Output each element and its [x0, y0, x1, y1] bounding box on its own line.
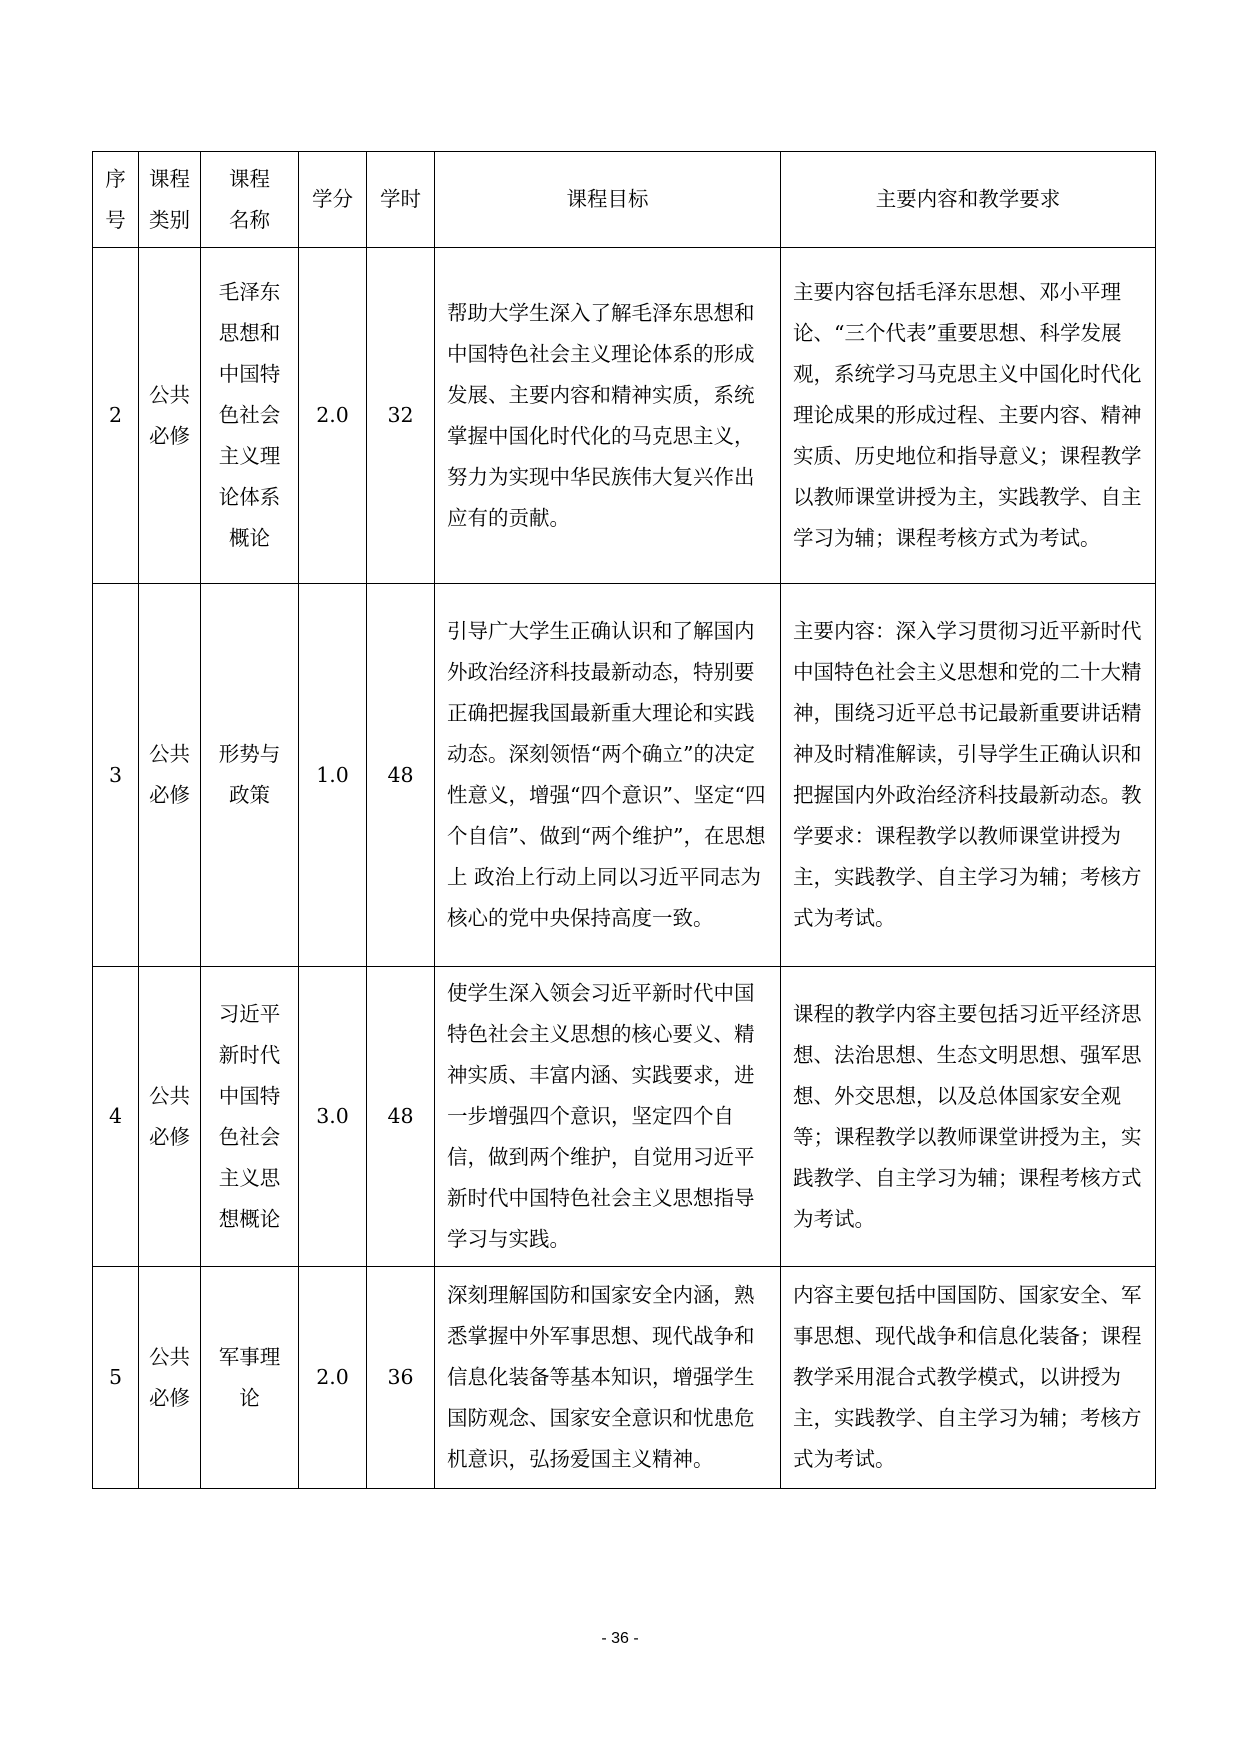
cell-content: 内容主要包括中国国防、国家安全、军事思想、现代战争和信息化装备；课程教学采用混合式教学模式，以讲授为主，实践教学、自主学习为辅；考核方式为考试。 — [781, 1267, 1156, 1489]
course-table — [92, 151, 1156, 1489]
table-row — [93, 1267, 1156, 1489]
cell-seq: 4 — [93, 967, 139, 1267]
header-goal: 课程目标 — [435, 152, 781, 248]
cell-goal: 深刻理解国防和国家安全内涵，熟悉掌握中外军事思想、现代战争和信息化装备等基本知识，增强学生国防观念、国家安全意识和忧患危机意识，弘扬爱国主义精神。 — [435, 1267, 781, 1489]
cell-type: 公共必修 — [139, 967, 201, 1267]
header-hours: 学时 — [367, 152, 435, 248]
cell-seq: 5 — [93, 1267, 139, 1489]
cell-type: 公共必修 — [139, 1267, 201, 1489]
cell-name: 形势与政策 — [201, 584, 299, 967]
cell-seq: 3 — [93, 584, 139, 967]
header-credit: 学分 — [299, 152, 367, 248]
cell-type: 公共必修 — [139, 584, 201, 967]
header-name: 课程名称 — [201, 152, 299, 248]
table-row — [93, 584, 1156, 967]
header-type: 课程类别 — [139, 152, 201, 248]
cell-content: 主要内容包括毛泽东思想、邓小平理论、“三个代表”重要思想、科学发展观，系统学习马克思主义中国化时代化理论成果的形成过程、主要内容、精神实质、历史地位和指导意义；课程教学以教师课堂讲授为主，实践教学、自主学习为辅；课程考核方式为考试。 — [781, 248, 1156, 584]
table-header-row — [93, 152, 1156, 248]
cell-goal: 帮助大学生深入了解毛泽东思想和中国特色社会主义理论体系的形成发展、主要内容和精神实质，系统掌握中国化时代化的马克思主义，努力为实现中华民族伟大复兴作出应有的贡献。 — [435, 248, 781, 584]
cell-credit: 2.0 — [299, 1267, 367, 1489]
cell-credit: 1.0 — [299, 584, 367, 967]
cell-goal: 引导广大学生正确认识和了解国内外政治经济科技最新动态，特别要正确把握我国最新重大理论和实践动态。深刻领悟“两个确立”的决定性意义，增强“四个意识”、坚定“四个自信”、做到“两个维护”，在思想上 政治上行动上同以习近平同志为核心的党中央保持高度一致。 — [435, 584, 781, 967]
header-content: 主要内容和教学要求 — [781, 152, 1156, 248]
cell-goal: 使学生深入领会习近平新时代中国特色社会主义思想的核心要义、精神实质、丰富内涵、实践要求，进一步增强四个意识，坚定四个自信，做到两个维护，自觉用习近平新时代中国特色社会主义思想指导学习与实践。 — [435, 967, 781, 1267]
table-row — [93, 248, 1156, 584]
cell-content: 主要内容：深入学习贯彻习近平新时代中国特色社会主义思想和党的二十大精神，围绕习近平总书记最新重要讲话精神及时精准解读，引导学生正确认识和把握国内外政治经济科技最新动态。教学要求：课程教学以教师课堂讲授为主，实践教学、自主学习为辅；考核方式为考试。 — [781, 584, 1156, 967]
cell-hours: 32 — [367, 248, 435, 584]
cell-hours: 48 — [367, 967, 435, 1267]
cell-credit: 3.0 — [299, 967, 367, 1267]
cell-content: 课程的教学内容主要包括习近平经济思想、法治思想、生态文明思想、强军思想、外交思想，以及总体国家安全观等；课程教学以教师课堂讲授为主，实践教学、自主学习为辅；课程考核方式为考试。 — [781, 967, 1156, 1267]
page-number: - 36 - — [601, 1630, 639, 1647]
cell-name: 军事理论 — [201, 1267, 299, 1489]
header-seq: 序号 — [93, 152, 139, 248]
cell-seq: 2 — [93, 248, 139, 584]
cell-hours: 48 — [367, 584, 435, 967]
cell-type: 公共必修 — [139, 248, 201, 584]
cell-hours: 36 — [367, 1267, 435, 1489]
table-row — [93, 967, 1156, 1267]
cell-name: 习近平新时代中国特色社会主义思想概论 — [201, 967, 299, 1267]
cell-credit: 2.0 — [299, 248, 367, 584]
cell-name: 毛泽东思想和中国特色社会主义理论体系概论 — [201, 248, 299, 584]
